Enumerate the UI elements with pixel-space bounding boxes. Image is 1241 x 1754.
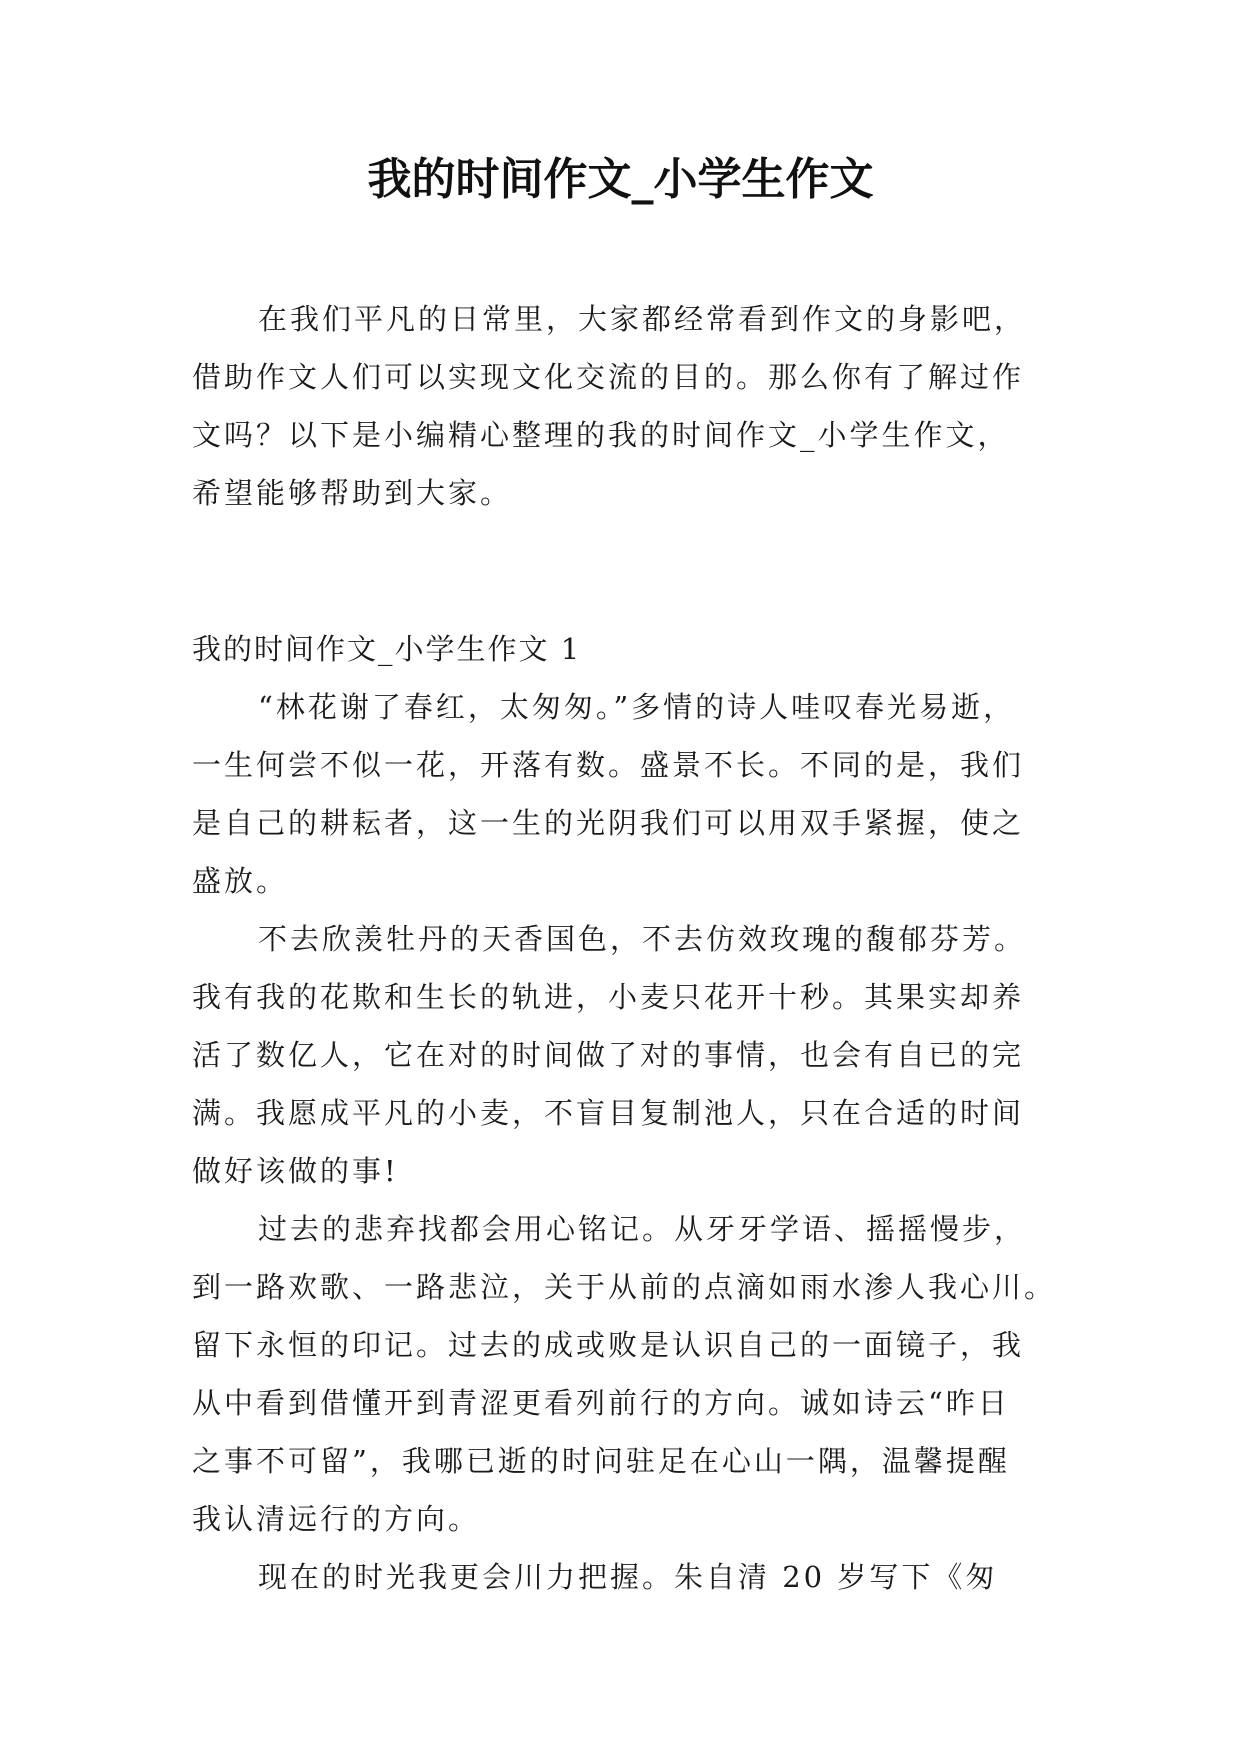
section-heading: 我的时间作文_小学生作文 1 xyxy=(192,632,582,666)
text-line: 我认清远行的方向。 xyxy=(192,1502,481,1536)
text-line: 在我们平凡的日常里，大家都经常看到作文的身影吧， xyxy=(258,302,1027,336)
body-paragraph xyxy=(192,910,1072,1200)
text-line: “林花谢了春红，太匆匆。”多情的诗人哇叹春光易逝， xyxy=(258,690,1016,724)
text-line: 现在的时光我更会川力把握。朱自清 20 岁写下《匆 xyxy=(258,1560,998,1594)
document-title: 我的时间作文_小学生作文 xyxy=(367,154,874,205)
text-line: 活了数亿人，它在对的时间做了对的事情，也会有自已的完 xyxy=(192,1038,1025,1072)
text-line: 文吗？以下是小编精心整理的我的时间作文_小学生作文， xyxy=(192,418,1010,452)
text-line: 是自己的耕耘者，这一生的光阴我们可以用双手紧握，使之 xyxy=(192,806,1025,840)
document-body xyxy=(192,290,1072,1606)
text-line: 到一路欢歌、一路悲泣，关于从前的点滴如雨水渗人我心川。 xyxy=(192,1270,1057,1304)
text-line: 盛放。 xyxy=(192,864,289,898)
text-line: 一生何尝不似一花，开落有数。盛景不长。不同的是，我们 xyxy=(192,748,1025,782)
body-paragraph xyxy=(192,678,1072,910)
text-line: 希望能够帮助到大家。 xyxy=(192,476,513,510)
text-line: 从中看到借懂开到青涩更看列前行的方向。诚如诗云“昨日 xyxy=(192,1386,1010,1420)
text-line: 过去的悲弃找都会用心铭记。从牙牙学语、摇摇慢步， xyxy=(258,1212,1027,1246)
text-line: 做好该做的事! xyxy=(192,1154,399,1188)
text-line: 借助作文人们可以实现文化交流的目的。那么你有了解过作 xyxy=(192,360,1025,394)
text-line: 不去欣羡牡丹的天香国色，不去仿效玫瑰的馥郁芬芳。 xyxy=(258,922,1027,956)
intro-paragraph xyxy=(192,290,1072,522)
text-line: 我有我的花欺和生长的轨进，小麦只花开十秒。其果实却养 xyxy=(192,980,1025,1014)
text-line: 满。我愿成平凡的小麦，不盲目复制池人，只在合适的时间 xyxy=(192,1096,1025,1130)
text-line: 留下永恒的印记。过去的成或败是认识自己的一面镜子，我 xyxy=(192,1328,1025,1362)
body-paragraph xyxy=(192,1200,1072,1548)
text-line: 之事不可留”，我哪已逝的时问驻足在心山一隅，温馨提醒 xyxy=(192,1444,1010,1478)
body-paragraph xyxy=(192,1548,1072,1606)
